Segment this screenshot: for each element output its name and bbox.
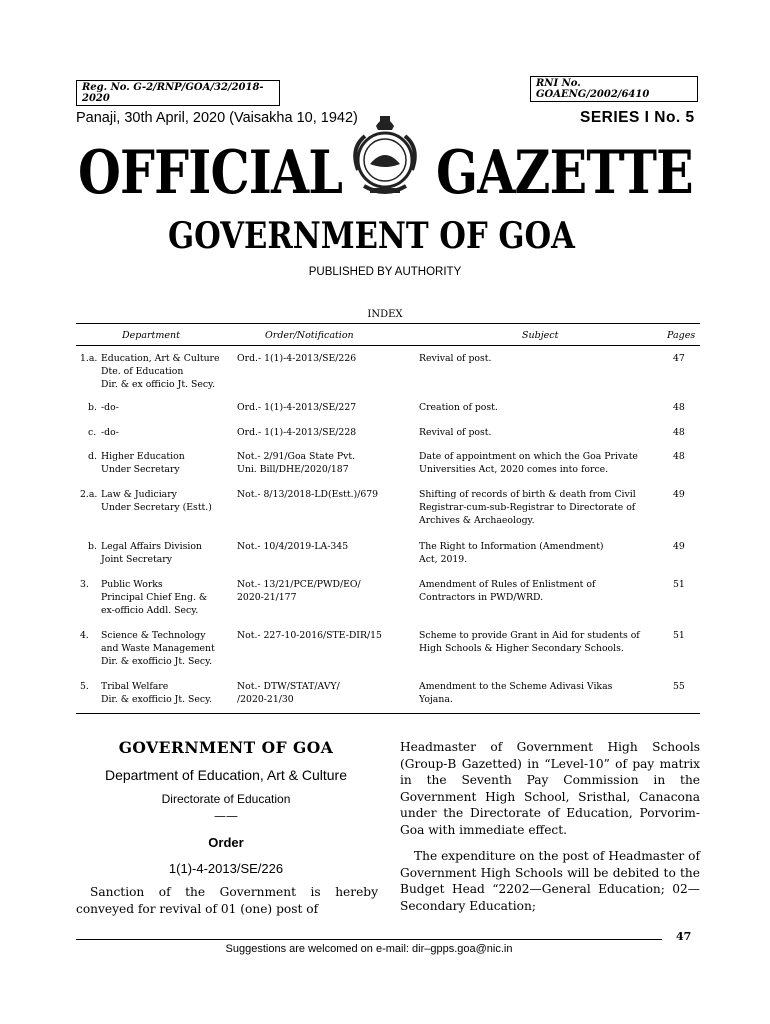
rni-number: RNI No. GOAENG/2002/6410: [536, 78, 650, 100]
row-department: Science & Technology and Waste Management Dir. & exofficio Jt. Secy.: [101, 630, 215, 667]
index-title: INDEX: [367, 309, 403, 320]
row-department: Legal Affairs Division Joint Secretary: [101, 541, 202, 565]
row-subject: Amendment of Rules of Enlistment of Contractors in PWD/WRD.: [419, 579, 596, 603]
row-subject: Date of appointment on which the Goa Private Universities Act, 2020 comes into force.: [419, 451, 638, 475]
row-order: Not.- 2/91/Goa State Pvt. Uni. Bill/DHE/2020/187: [237, 451, 356, 475]
row-page: 49: [673, 489, 685, 500]
row-department: -do-: [101, 402, 119, 413]
registration-number: Reg. No. G-2/RNP/GOA/32/2018-2020: [82, 82, 264, 104]
row-page: 48: [673, 427, 685, 438]
row-order: Ord.- 1(1)-4-2013/SE/228: [237, 427, 357, 438]
row-number: b.: [88, 541, 97, 552]
page-number: 47: [676, 930, 692, 943]
masthead-government-of-goa: GOVERNMENT OF GOA: [168, 215, 575, 257]
row-subject: Amendment to the Scheme Adivasi Vikas Yojana.: [419, 681, 613, 705]
footer-rule: [76, 939, 662, 940]
row-page: 49: [673, 541, 685, 552]
row-order: Not.- DTW/STAT/AVY/ /2020-21/30: [237, 681, 340, 705]
separator-dash: ——: [214, 809, 238, 823]
paragraph-expenditure: The expenditure on the post of Headmaster of Government High Schools will be debited to the Budget Head “2202—General Education; 02—Secondary Education;: [400, 849, 700, 913]
row-subject: Shifting of records of birth & death from Civil Registrar-cum-sub-Registrar to Directorate of Archives & Archaeology.: [419, 489, 636, 526]
row-order: Not.- 227-10-2016/STE-DIR/15: [237, 630, 382, 641]
row-order: Not.- 8/13/2018-LD(Estt.)/679: [237, 489, 379, 500]
row-department: Education, Art & Culture Dte. of Education Dir. & ex officio Jt. Secy.: [101, 353, 220, 390]
footer-suggestion: Suggestions are welcomed on e-mail: dir–gpps.goa@nic.in: [225, 943, 513, 955]
row-subject: Scheme to provide Grant in Aid for students of High Schools & Higher Secondary Schools.: [419, 630, 640, 654]
row-number: 2.a.: [80, 489, 98, 500]
row-number: b.: [88, 402, 97, 413]
row-order: Ord.- 1(1)-4-2013/SE/226: [237, 353, 357, 364]
row-number: d.: [88, 451, 97, 462]
order-number: 1(1)-4-2013/SE/226: [168, 861, 284, 876]
row-page: 55: [673, 681, 685, 692]
row-order: Ord.- 1(1)-4-2013/SE/227: [237, 402, 357, 413]
masthead-official: OFFICIAL: [78, 138, 343, 208]
department-name: Department of Education, Art & Culture: [104, 767, 347, 783]
row-page: 48: [673, 451, 685, 462]
row-subject: Creation of post.: [419, 402, 498, 413]
row-number: 3.: [80, 579, 89, 590]
row-department: Tribal Welfare Dir. & exofficio Jt. Secy.: [101, 681, 213, 705]
row-department: Higher Education Under Secretary: [101, 451, 185, 475]
published-by-authority: PUBLISHED BY AUTHORITY: [308, 266, 462, 278]
row-page: 47: [673, 353, 685, 364]
date-line: Panaji, 30th April, 2020 (Vaisakha 10, 1942): [76, 110, 358, 126]
section-heading: GOVERNMENT OF GOA: [118, 738, 334, 757]
column-header-pages: Pages: [667, 330, 696, 341]
rni-number-box: [530, 76, 698, 102]
column-header-order: Order/Notification: [265, 330, 354, 341]
row-number: 5.: [80, 681, 89, 692]
paragraph-continuation: Headmaster of Government High Schools (Group-B Gazetted) in “Level-10” of pay matrix in the Seventh Pay Commission in the Government High School, Sristhal, Canacona under the Directorate of Education, Porvorim-Goa with immediate effect.: [400, 740, 700, 837]
row-subject: The Right to Information (Amendment) Act, 2019.: [419, 541, 604, 565]
index-top-rule: [76, 323, 700, 324]
column-header-subject: Subject: [522, 330, 559, 341]
order-paragraph: Sanction of the Government is hereby conveyed for revival of 01 (one) post of: [76, 885, 378, 916]
row-subject: Revival of post.: [419, 427, 492, 438]
masthead-gazette: GAZETTE: [436, 138, 693, 208]
registration-number-box: [76, 80, 280, 106]
directorate-name: Directorate of Education: [161, 792, 291, 806]
row-order: Not.- 13/21/PCE/PWD/EO/ 2020-21/177: [237, 579, 361, 603]
row-page: 51: [673, 579, 685, 590]
row-department: -do-: [101, 427, 119, 438]
row-number: 1.a.: [80, 353, 98, 364]
row-page: 48: [673, 402, 685, 413]
row-subject: Revival of post.: [419, 353, 492, 364]
order-title: Order: [208, 835, 244, 850]
goa-state-emblem: [340, 108, 430, 200]
index-bottom-rule: [76, 713, 700, 714]
index-header-rule: [76, 345, 700, 346]
column-header-department: Department: [122, 330, 180, 341]
row-number: c.: [88, 427, 97, 438]
row-department: Law & Judiciary Under Secretary (Estt.): [101, 489, 212, 513]
row-number: 4.: [80, 630, 89, 641]
row-department: Public Works Principal Chief Eng. & ex-officio Addl. Secy.: [101, 579, 208, 616]
row-page: 51: [673, 630, 685, 641]
row-order: Not.- 10/4/2019-LA-345: [237, 541, 349, 552]
series-number: SERIES I No. 5: [580, 109, 695, 126]
right-column-text: [400, 739, 700, 914]
